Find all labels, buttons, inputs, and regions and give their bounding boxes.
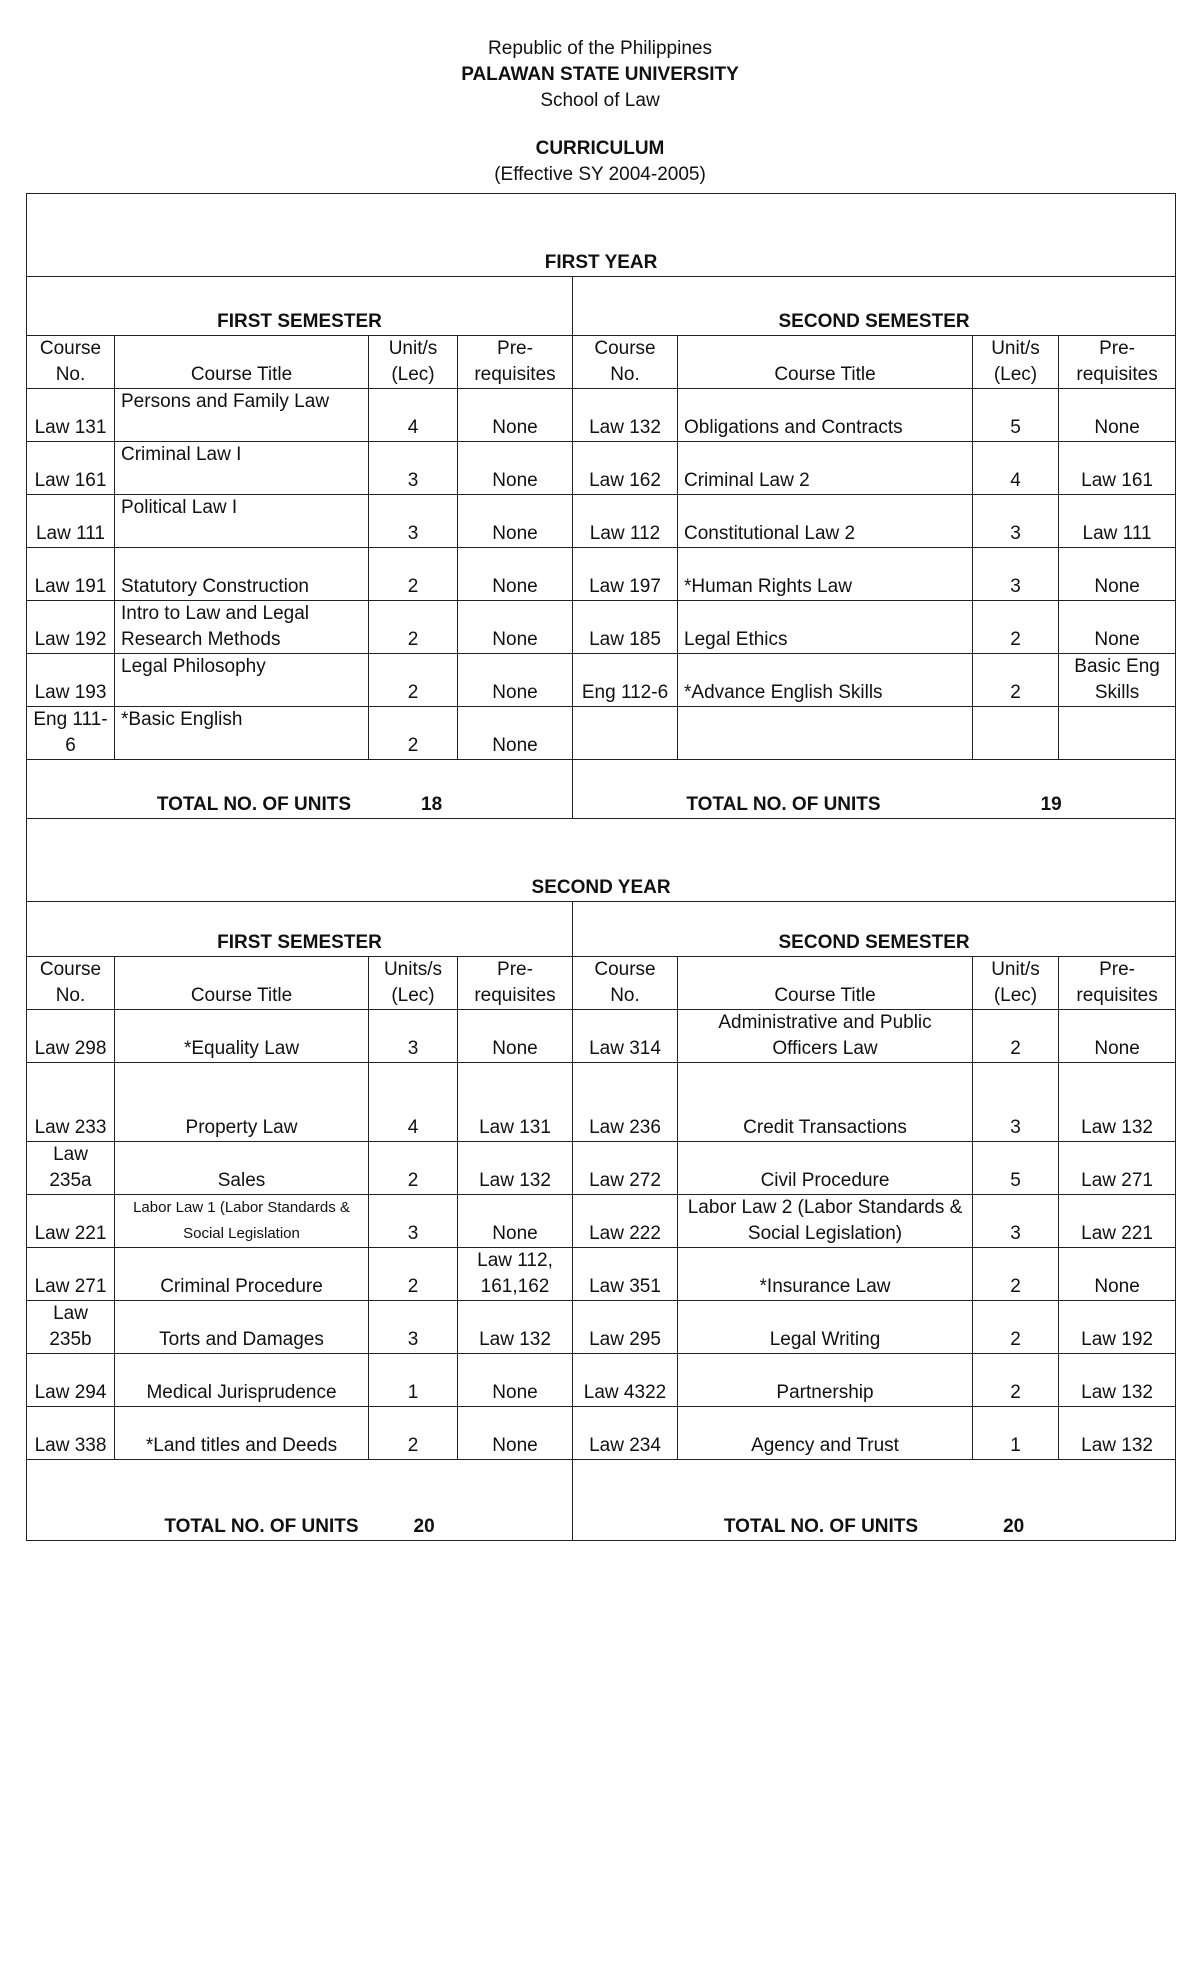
course-no: Law 111 [27,495,115,548]
total-units: 19 [1040,794,1062,815]
table-row [27,495,1176,548]
first-year-sem1-label: FIRST SEMESTER [27,277,573,336]
course-no: Law 235a [27,1142,115,1195]
table-row [27,1407,1176,1460]
course-no: Law 314 [573,1010,678,1063]
first-year-sem2-label: SECOND SEMESTER [573,277,1176,336]
course-no: Law 132 [573,389,678,442]
course-title: Constitutional Law 2 [678,495,973,548]
units: 2 [973,1010,1059,1063]
course-no: Law 161 [27,442,115,495]
column-header: Course No. [573,336,678,389]
column-header: Course Title [115,336,369,389]
prerequisites: None [458,1407,573,1460]
table-row [27,601,1176,654]
table-row [27,1142,1176,1195]
prerequisites: None [458,548,573,601]
course-title: Civil Procedure [678,1142,973,1195]
column-header: Pre-requisites [1059,336,1176,389]
course-title [678,707,973,760]
prerequisites: None [458,1354,573,1407]
column-header: Course Title [115,957,369,1010]
prerequisites: Law 132 [1059,1063,1176,1142]
total-units: 18 [421,794,443,815]
course-title: Criminal Law 2 [678,442,973,495]
course-title: *Human Rights Law [678,548,973,601]
units: 2 [973,1354,1059,1407]
column-header: Units/s (Lec) [369,957,458,1010]
document-title: CURRICULUM [535,138,665,159]
column-header: Pre-requisites [458,957,573,1010]
course-title: Labor Law 1 (Labor Standards & Social Legislation [115,1195,369,1248]
units: 2 [369,601,458,654]
prerequisites: Law 111 [1059,495,1176,548]
table-row [27,389,1176,442]
table-row [27,1301,1176,1354]
total-label: TOTAL NO. OF UNITS [686,794,881,815]
year-label-second: SECOND YEAR [27,819,1176,902]
column-header: Course No. [27,957,115,1010]
prerequisites: None [458,1010,573,1063]
units: 2 [973,601,1059,654]
units: 4 [369,1063,458,1142]
column-header: Unit/s (Lec) [973,957,1059,1010]
total-units: 20 [1003,1516,1025,1537]
course-no: Law 235b [27,1301,115,1354]
units: 3 [369,1010,458,1063]
prerequisites: None [458,442,573,495]
course-no: Law 338 [27,1407,115,1460]
course-title: *Advance English Skills [678,654,973,707]
course-title: Political Law I [115,495,369,548]
course-no: Eng 112-6 [573,654,678,707]
course-title: Torts and Damages [115,1301,369,1354]
course-title: Statutory Construction [115,548,369,601]
course-no: Law 193 [27,654,115,707]
table-row [27,442,1176,495]
course-no: Law 162 [573,442,678,495]
prerequisites [1059,707,1176,760]
total-label: TOTAL NO. OF UNITS [164,1516,359,1537]
table-row [27,707,1176,760]
units: 4 [973,442,1059,495]
second-year-column-headers [27,957,1176,1010]
units: 2 [369,654,458,707]
units: 3 [369,1195,458,1248]
prerequisites: Law 221 [1059,1195,1176,1248]
units: 1 [973,1407,1059,1460]
prerequisites: Law 132 [1059,1407,1176,1460]
table-row [27,654,1176,707]
units: 2 [973,1301,1059,1354]
prerequisites: None [1059,389,1176,442]
country-line: Republic of the Philippines [488,38,712,59]
total-label: TOTAL NO. OF UNITS [156,794,352,815]
table-row [27,1063,1176,1142]
course-no: Law 112 [573,495,678,548]
units: 3 [369,495,458,548]
course-no: Law 221 [27,1195,115,1248]
course-title: Legal Philosophy [115,654,369,707]
units: 2 [369,1142,458,1195]
units: 2 [369,548,458,601]
units: 3 [973,1195,1059,1248]
course-title: Agency and Trust [678,1407,973,1460]
course-title: Labor Law 2 (Labor Standards & Social Legislation) [678,1195,973,1248]
units: 5 [973,389,1059,442]
units: 3 [973,495,1059,548]
course-title: Administrative and Public Officers Law [678,1010,973,1063]
prerequisites: None [458,495,573,548]
column-header: Unit/s (Lec) [973,336,1059,389]
prerequisites: Law 131 [458,1063,573,1142]
course-no: Law 271 [27,1248,115,1301]
course-no: Law 131 [27,389,115,442]
course-title: Partnership [678,1354,973,1407]
prerequisites: None [458,707,573,760]
course-no: Law 298 [27,1010,115,1063]
total-units: 20 [413,1516,435,1537]
column-header: Course Title [678,336,973,389]
prerequisites: None [1059,1248,1176,1301]
course-title: Persons and Family Law [115,389,369,442]
prerequisites: None [458,1195,573,1248]
course-no: Law 272 [573,1142,678,1195]
course-no [573,707,678,760]
course-no: Law 222 [573,1195,678,1248]
units: 2 [369,1407,458,1460]
university-name: PALAWAN STATE UNIVERSITY [461,64,739,85]
prerequisites: None [1059,1010,1176,1063]
table-row [27,1248,1176,1301]
total-label: TOTAL NO. OF UNITS [723,1516,919,1537]
course-title: Criminal Law I [115,442,369,495]
units: 4 [369,389,458,442]
course-no: Law 192 [27,601,115,654]
prerequisites: Law 271 [1059,1142,1176,1195]
course-no: Law 191 [27,548,115,601]
course-no: Law 185 [573,601,678,654]
course-title: Intro to Law and Legal Research Methods [115,601,369,654]
course-no: Law 4322 [573,1354,678,1407]
column-header: Course No. [573,957,678,1010]
course-title: Medical Jurisprudence [115,1354,369,1407]
units: 3 [369,442,458,495]
course-no: Law 197 [573,548,678,601]
units: 3 [369,1301,458,1354]
prerequisites: Law 112, 161,162 [458,1248,573,1301]
course-title: Legal Writing [678,1301,973,1354]
prerequisites: Law 192 [1059,1301,1176,1354]
units: 3 [973,548,1059,601]
prerequisites: Law 161 [1059,442,1176,495]
course-title: *Basic English [115,707,369,760]
second-year-sem2-label: SECOND SEMESTER [573,902,1176,957]
course-title: Criminal Procedure [115,1248,369,1301]
prerequisites: Law 132 [1059,1354,1176,1407]
units: 2 [973,654,1059,707]
course-no: Eng 111-6 [27,707,115,760]
course-title: Property Law [115,1063,369,1142]
prerequisites: None [458,654,573,707]
units: 2 [369,707,458,760]
column-header: Course Title [678,957,973,1010]
course-title: *Equality Law [115,1010,369,1063]
prerequisites: None [1059,548,1176,601]
course-title: Legal Ethics [678,601,973,654]
units: 2 [973,1248,1059,1301]
units: 2 [369,1248,458,1301]
course-no: Law 351 [573,1248,678,1301]
curriculum-table [26,193,1176,1541]
course-title: *Insurance Law [678,1248,973,1301]
column-header: Pre-requisites [458,336,573,389]
document-subtitle: (Effective SY 2004-2005) [494,164,706,185]
prerequisites: Basic Eng Skills [1059,654,1176,707]
column-header: Unit/s (Lec) [369,336,458,389]
course-no: Law 294 [27,1354,115,1407]
table-row [27,548,1176,601]
prerequisites: None [458,389,573,442]
units: 5 [973,1142,1059,1195]
course-title: Credit Transactions [678,1063,973,1142]
units: 1 [369,1354,458,1407]
second-year-sem1-label: FIRST SEMESTER [27,902,573,957]
table-row [27,1354,1176,1407]
course-title: *Land titles and Deeds [115,1407,369,1460]
units: 3 [973,1063,1059,1142]
course-title: Obligations and Contracts [678,389,973,442]
prerequisites: None [1059,601,1176,654]
units [973,707,1059,760]
prerequisites: Law 132 [458,1142,573,1195]
table-row [27,1195,1176,1248]
course-no: Law 295 [573,1301,678,1354]
table-row [27,1010,1176,1063]
first-year-column-headers [27,336,1176,389]
course-no: Law 233 [27,1063,115,1142]
first-year-totals [27,760,1176,819]
course-no: Law 234 [573,1407,678,1460]
document-header [0,0,1200,188]
prerequisites: Law 132 [458,1301,573,1354]
column-header: Course No. [27,336,115,389]
course-title: Sales [115,1142,369,1195]
prerequisites: None [458,601,573,654]
year-label-first: FIRST YEAR [27,194,1176,277]
course-no: Law 236 [573,1063,678,1142]
column-header: Pre-requisites [1059,957,1176,1010]
school-name: School of Law [540,90,660,111]
second-year-totals [27,1460,1176,1541]
